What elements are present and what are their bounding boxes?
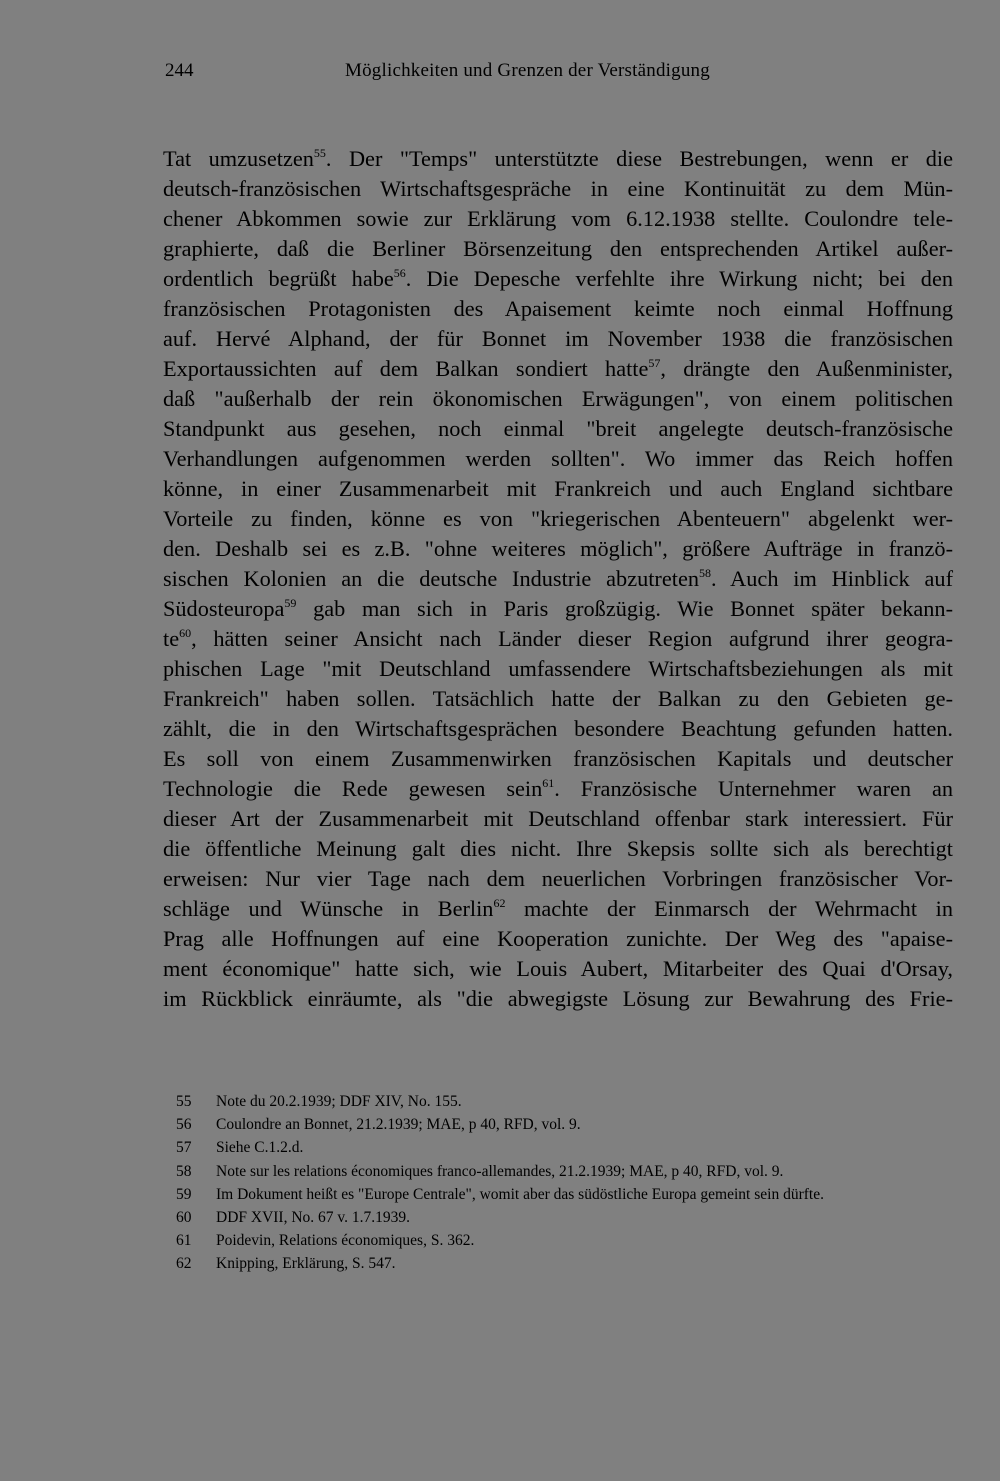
text-line xyxy=(163,774,953,804)
text-segment: sischen Kolonien an die deutsche Industrie abzutreten xyxy=(163,566,699,591)
text-line xyxy=(163,564,953,594)
text-segment: graphierte, daß die Berliner Börsenzeitung den entsprechenden Artikel außer- xyxy=(163,236,953,261)
text-segment: könne, in einer Zusammenarbeit mit Frankreich und auch England sichtbare xyxy=(163,476,953,501)
text-line xyxy=(163,894,953,924)
text-segment: Prag alle Hoffnungen auf eine Kooperation zunichte. Der Weg des "apaise- xyxy=(163,926,953,951)
text-segment: Tat umzusetzen xyxy=(163,146,314,171)
text-segment: dieser Art der Zusammenarbeit mit Deutschland offenbar stark interessiert. Für xyxy=(163,806,953,831)
text-line xyxy=(163,414,953,444)
footnote-number: 56 xyxy=(176,1116,192,1134)
text-segment: Exportaussichten auf dem Balkan sondiert hatte xyxy=(163,356,649,381)
text-line xyxy=(163,714,953,744)
text-line xyxy=(163,924,953,954)
text-line xyxy=(163,534,953,564)
text-line xyxy=(163,234,953,264)
text-line xyxy=(163,144,953,174)
running-title: Möglichkeiten und Grenzen der Verständigung xyxy=(345,60,710,81)
text-segment: ordentlich begrüßt habe xyxy=(163,266,394,291)
footnote-marker: 59 xyxy=(284,595,297,610)
footnote xyxy=(176,1229,956,1252)
text-segment: Südosteuropa xyxy=(163,596,285,621)
text-segment: auf. Hervé Alphand, der für Bonnet im November 1938 die französischen xyxy=(163,326,953,351)
text-segment: . Die Depesche verfehlte ihre Wirkung nicht; bei den xyxy=(405,266,953,291)
footnote-marker: 60 xyxy=(179,625,192,640)
text-line xyxy=(163,804,953,834)
footnote-text: DDF XVII, No. 67 v. 1.7.1939. xyxy=(216,1209,411,1227)
text-line xyxy=(163,174,953,204)
footnote-number: 61 xyxy=(176,1232,192,1250)
text-segment: Vorteile zu finden, könne es von "kriegerischen Abenteuern" abgelenkt wer- xyxy=(163,506,953,531)
footnote-number: 62 xyxy=(176,1255,192,1273)
footnote-number: 58 xyxy=(176,1162,192,1180)
footnote xyxy=(176,1090,956,1113)
footnote-marker: 57 xyxy=(648,355,661,370)
text-segment: . Der "Temps" unterstützte diese Bestrebungen, wenn er die xyxy=(325,146,953,171)
footnote-number: 55 xyxy=(176,1093,192,1110)
text-segment: Es soll von einem Zusammenwirken französischen Kapitals und deutscher xyxy=(163,746,953,771)
text-line xyxy=(163,864,953,894)
text-segment: Technologie die Rede gewesen sein xyxy=(163,776,543,801)
text-segment: machte der Einmarsch der Wehrmacht in xyxy=(505,896,953,921)
text-segment: erweisen: Nur vier Tage nach dem neuerlichen Vorbringen französischer Vor- xyxy=(163,866,953,891)
text-segment: deutsch-französischen Wirtschaftsgespräche in eine Kontinuität zu dem Mün- xyxy=(163,176,953,201)
text-segment: den. Deshalb sei es z.B. "ohne weiteres möglich", größere Aufträge in franzö- xyxy=(163,536,953,561)
footnote-text: Note sur les relations économiques franco-allemandes, 21.2.1939; MAE, p 40, RFD, vol. 9. xyxy=(216,1162,784,1180)
text-line xyxy=(163,594,953,624)
text-segment: im Rückblick einräumte, als "die abwegigste Lösung zur Bewahrung des Frie- xyxy=(163,986,953,1011)
text-segment: phischen Lage "mit Deutschland umfassendere Wirtschaftsbeziehungen als mit xyxy=(163,656,953,681)
text-segment: gab man sich in Paris großzügig. Wie Bonnet später bekann- xyxy=(296,596,953,621)
page-header xyxy=(165,60,845,90)
footnote-text: Siehe C.1.2.d. xyxy=(216,1139,304,1157)
text-segment: chener Abkommen sowie zur Erklärung vom 6.12.1938 stellte. Coulondre tele- xyxy=(163,206,953,231)
footnote-number: 60 xyxy=(176,1209,192,1227)
footnote-marker: 58 xyxy=(699,565,711,580)
text-segment: . Französische Unternehmer waren an xyxy=(554,776,953,801)
text-segment: Frankreich" haben sollen. Tatsächlich hatte der Balkan zu den Gebieten ge- xyxy=(163,686,953,711)
text-segment: te xyxy=(163,626,180,651)
text-segment: , hätten seiner Ansicht nach Länder dieser Region aufgrund ihrer geogra- xyxy=(191,626,953,651)
text-line xyxy=(163,474,953,504)
footnotes xyxy=(176,1090,956,1276)
footnote-number: 59 xyxy=(176,1185,192,1203)
footnote xyxy=(176,1113,956,1136)
footnote-text: Knipping, Erklärung, S. 547. xyxy=(216,1255,396,1273)
text-line xyxy=(163,504,953,534)
text-line xyxy=(163,684,953,714)
text-line xyxy=(163,324,953,354)
text-segment: französischen Protagonisten des Apaisement keimte noch einmal Hoffnung xyxy=(163,296,953,321)
text-segment: . Auch im Hinblick auf xyxy=(711,566,953,591)
page-number: 244 xyxy=(165,60,194,81)
text-segment: die öffentliche Meinung galt dies nicht. Ihre Skepsis sollte sich als berechtigt xyxy=(163,836,953,861)
footnote-marker: 55 xyxy=(313,145,326,160)
footnote-number: 57 xyxy=(176,1139,192,1157)
footnote-text: Poidevin, Relations économiques, S. 362. xyxy=(216,1232,475,1250)
footnote xyxy=(176,1183,956,1206)
footnote-marker: 62 xyxy=(493,895,506,910)
text-line xyxy=(163,264,953,294)
text-line xyxy=(163,654,953,684)
text-segment: schläge und Wünsche in Berlin xyxy=(163,896,494,921)
footnote-text: Coulondre an Bonnet, 21.2.1939; MAE, p 40, RFD, vol. 9. xyxy=(216,1116,581,1134)
text-line xyxy=(163,834,953,864)
text-segment: ment économique" hatte sich, wie Louis Aubert, Mitarbeiter des Quai d'Orsay, xyxy=(163,956,953,981)
text-segment: Standpunkt aus gesehen, noch einmal "breit angelegte deutsch-französische xyxy=(163,416,953,441)
text-segment: daß "außerhalb der rein ökonomischen Erwägungen", von einem politischen xyxy=(163,386,953,411)
text-segment: Verhandlungen aufgenommen werden sollten". Wo immer das Reich hoffen xyxy=(163,446,953,471)
footnote-marker: 56 xyxy=(393,265,406,280)
footnote-text: Note du 20.2.1939; DDF XIV, No. 155. xyxy=(216,1093,462,1110)
text-line xyxy=(163,294,953,324)
footnote-text: Im Dokument heißt es "Europe Centrale", womit aber das südöstliche Europa gemeint sein dürfte. xyxy=(216,1185,824,1203)
text-line xyxy=(163,744,953,774)
text-line xyxy=(163,624,953,654)
footnote xyxy=(176,1252,956,1275)
text-line xyxy=(163,384,953,414)
footnote xyxy=(176,1160,956,1183)
footnote xyxy=(176,1136,956,1159)
text-line xyxy=(163,954,953,984)
text-line xyxy=(163,204,953,234)
text-line xyxy=(163,984,953,1014)
text-segment: zählt, die in den Wirtschaftsgesprächen besondere Beachtung gefunden hatten. xyxy=(163,716,953,741)
text-line xyxy=(163,444,953,474)
text-line xyxy=(163,354,953,384)
text-segment: , drängte den Außenminister, xyxy=(660,356,953,381)
footnote xyxy=(176,1206,956,1229)
body-text xyxy=(163,144,953,1014)
footnote-marker: 61 xyxy=(542,775,555,790)
